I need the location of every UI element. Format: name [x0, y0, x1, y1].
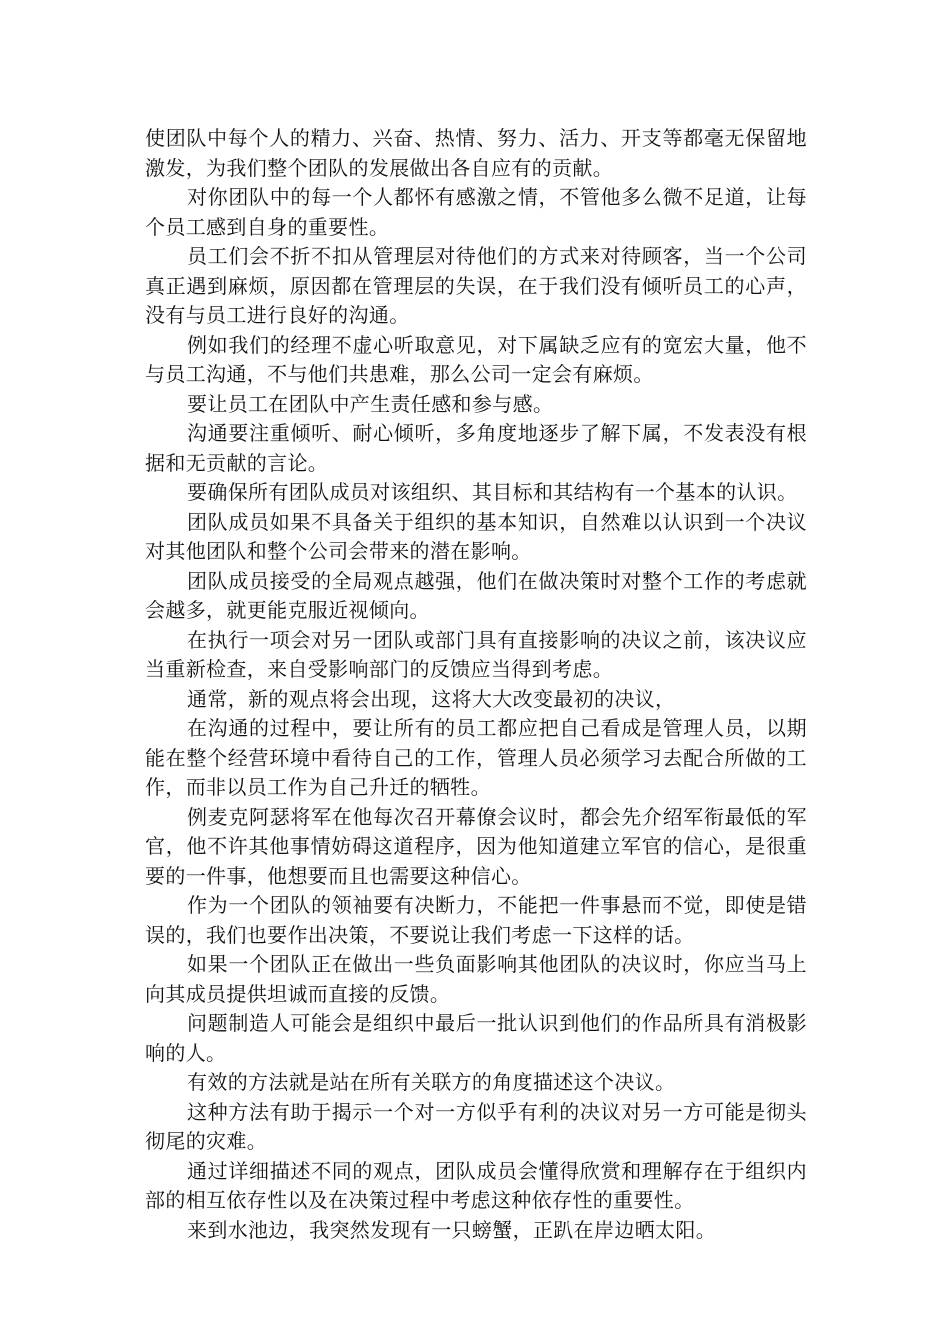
paragraph-14: 作为一个团队的领袖要有决断力，不能把一件事悬而不觉，即使是错误的，我们也要作出决策，不要说让我们考虑一下这样的话。	[145, 893, 807, 947]
paragraph-12: 在沟通的过程中，要让所有的员工都应把自己看成是管理人员，以期能在整个经营环境中看待自己的工作，管理人员必须学习去配合所做的工作，而非以员工作为自己升迁的牺牲。	[145, 716, 807, 799]
paragraph-9: 团队成员接受的全局观点越强，他们在做决策时对整个工作的考虑就会越多，就更能克服近视倾向。	[145, 568, 807, 622]
paragraph-5: 要让员工在团队中产生责任感和参与感。	[187, 391, 554, 416]
paragraph-8: 团队成员如果不具备关于组织的基本知识，自然难以认识到一个决议对其他团队和整个公司会带来的潜在影响。	[145, 509, 807, 563]
paragraph-17: 有效的方法就是站在所有关联方的角度描述这个决议。	[187, 1070, 676, 1094]
paragraph-20: 来到水池边，我突然发现有一只螃蟹，正趴在岸边晒太阳。	[187, 1217, 717, 1242]
paragraph-4: 例如我们的经理不虚心听取意见，对下属缺乏应有的宽宏大量，他不与员工沟通，不与他们共患难，那么公司一定会有麻烦。	[145, 332, 807, 386]
paragraph-2: 对你团队中的每一个人都怀有感激之情，不管他多么微不足道，让每个员工感到自身的重要性。	[145, 185, 807, 239]
paragraph-15: 如果一个团队正在做出一些负面影响其他团队的决议时，你应当马上向其成员提供坦诚而直接的反馈。	[145, 952, 807, 1006]
document-body	[145, 124, 807, 1245]
paragraph-11: 通常，新的观点将会出现，这将大大改变最初的决议，	[187, 686, 676, 711]
paragraph-7: 要确保所有团队成员对该组织、其目标和其结构有一个基本的认识。	[187, 480, 798, 504]
paragraph-19: 通过详细描述不同的观点，团队成员会懂得欣赏和理解存在于组织内部的相互依存性以及在决策过程中考虑这种依存性的重要性。	[145, 1158, 807, 1212]
paragraph-18: 这种方法有助于揭示一个对一方似乎有利的决议对另一方可能是彻头彻尾的灾难。	[145, 1099, 807, 1153]
paragraph-3: 员工们会不折不扣从管理层对待他们的方式来对待顾客，当一个公司真正遇到麻烦，原因都在管理层的失误，在于我们没有倾听员工的心声，没有与员工进行良好的沟通。	[145, 244, 807, 327]
paragraph-13: 例麦克阿瑟将军在他每次召开幕僚会议时，都会先介绍军衔最低的军官，他不许其他事情妨碍这道程序，因为他知道建立军官的信心，是很重要的一件事，他想要而且也需要这种信心。	[145, 804, 807, 888]
paragraph-6: 沟通要注重倾听、耐心倾听，多角度地逐步了解下属，不发表没有根据和无贡献的言论。	[145, 421, 807, 475]
paragraph-10: 在执行一项会对另一团队或部门具有直接影响的决议之前，该决议应当重新检查，来自受影响部门的反馈应当得到考虑。	[145, 627, 807, 681]
paragraph-1: 使团队中每个人的精力、兴奋、热情、努力、活力、开支等都毫无保留地激发，为我们整个团队的发展做出各自应有的贡献。	[145, 126, 807, 180]
paragraph-16: 问题制造人可能会是组织中最后一批认识到他们的作品所具有消极影响的人。	[145, 1011, 807, 1065]
